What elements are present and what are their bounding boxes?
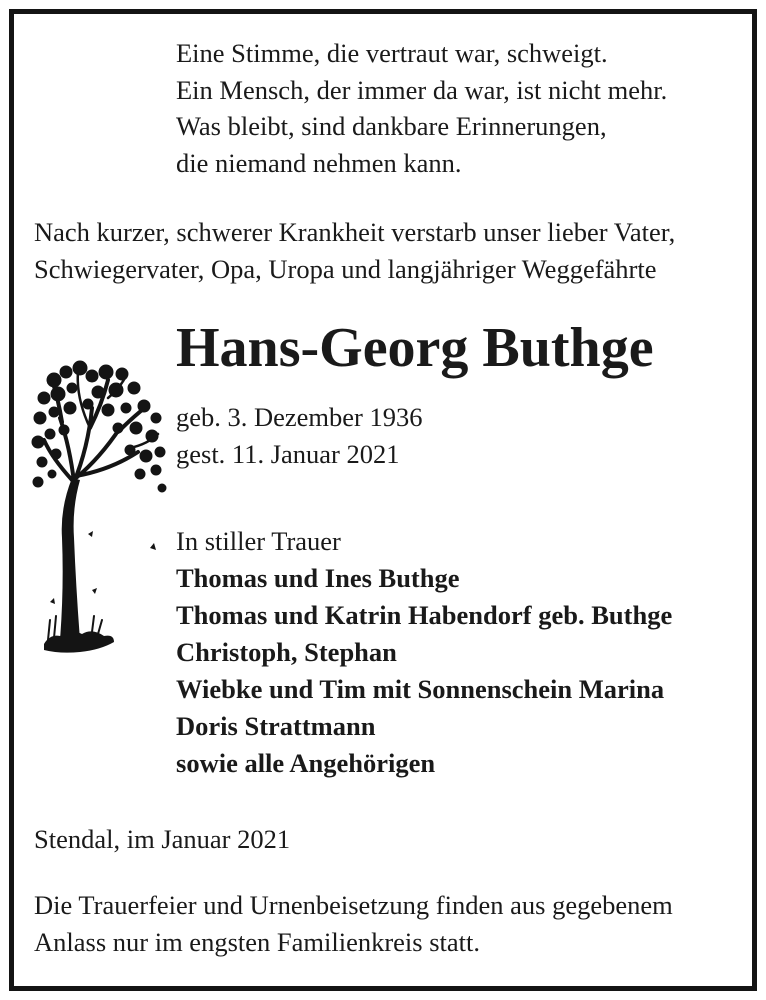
life-dates	[176, 399, 423, 472]
mourner-name: Wiebke und Tim mit Sonnenschein Marina	[176, 674, 665, 704]
birth-date: geb. 3. Dezember 1936	[176, 402, 423, 432]
note-line: Anlass nur im engsten Familienkreis statt.	[34, 926, 481, 957]
poem-line: Was bleibt, sind dankbare Erinnerungen,	[176, 111, 607, 141]
place-date: Stendal, im Januar 2021	[34, 824, 291, 854]
note-line: Die Trauerfeier und Urnenbeisetzung finden aus gegebenem	[34, 890, 673, 920]
intro-text	[34, 214, 675, 287]
mourner-name: Christoph, Stephan	[176, 637, 397, 667]
mourners-block	[176, 523, 672, 782]
poem-line: die niemand nehmen kann.	[176, 147, 462, 178]
mourner-name: sowie alle Angehörigen	[176, 748, 436, 778]
mourner-name: Thomas und Ines Buthge	[176, 563, 460, 593]
poem	[176, 35, 667, 181]
death-date: gest. 11. Januar 2021	[176, 438, 400, 469]
intro-line: Nach kurzer, schwerer Krankheit verstarb unser lieber Vater,	[34, 217, 676, 247]
mourners-heading: In stiller Trauer	[176, 526, 341, 556]
mourner-name: Thomas und Katrin Habendorf geb. Buthge	[176, 600, 673, 630]
tree-icon	[30, 358, 170, 668]
funeral-note	[34, 887, 673, 960]
deceased-name: Hans-Georg Buthge	[176, 317, 654, 379]
poem-line: Ein Mensch, der immer da war, ist nicht mehr.	[176, 74, 668, 105]
intro-line: Schwiegervater, Opa, Uropa und langjähriger Weggefährte	[34, 253, 657, 284]
poem-line: Eine Stimme, die vertraut war, schweigt.	[176, 38, 608, 68]
mourner-name: Doris Strattmann	[176, 711, 376, 741]
